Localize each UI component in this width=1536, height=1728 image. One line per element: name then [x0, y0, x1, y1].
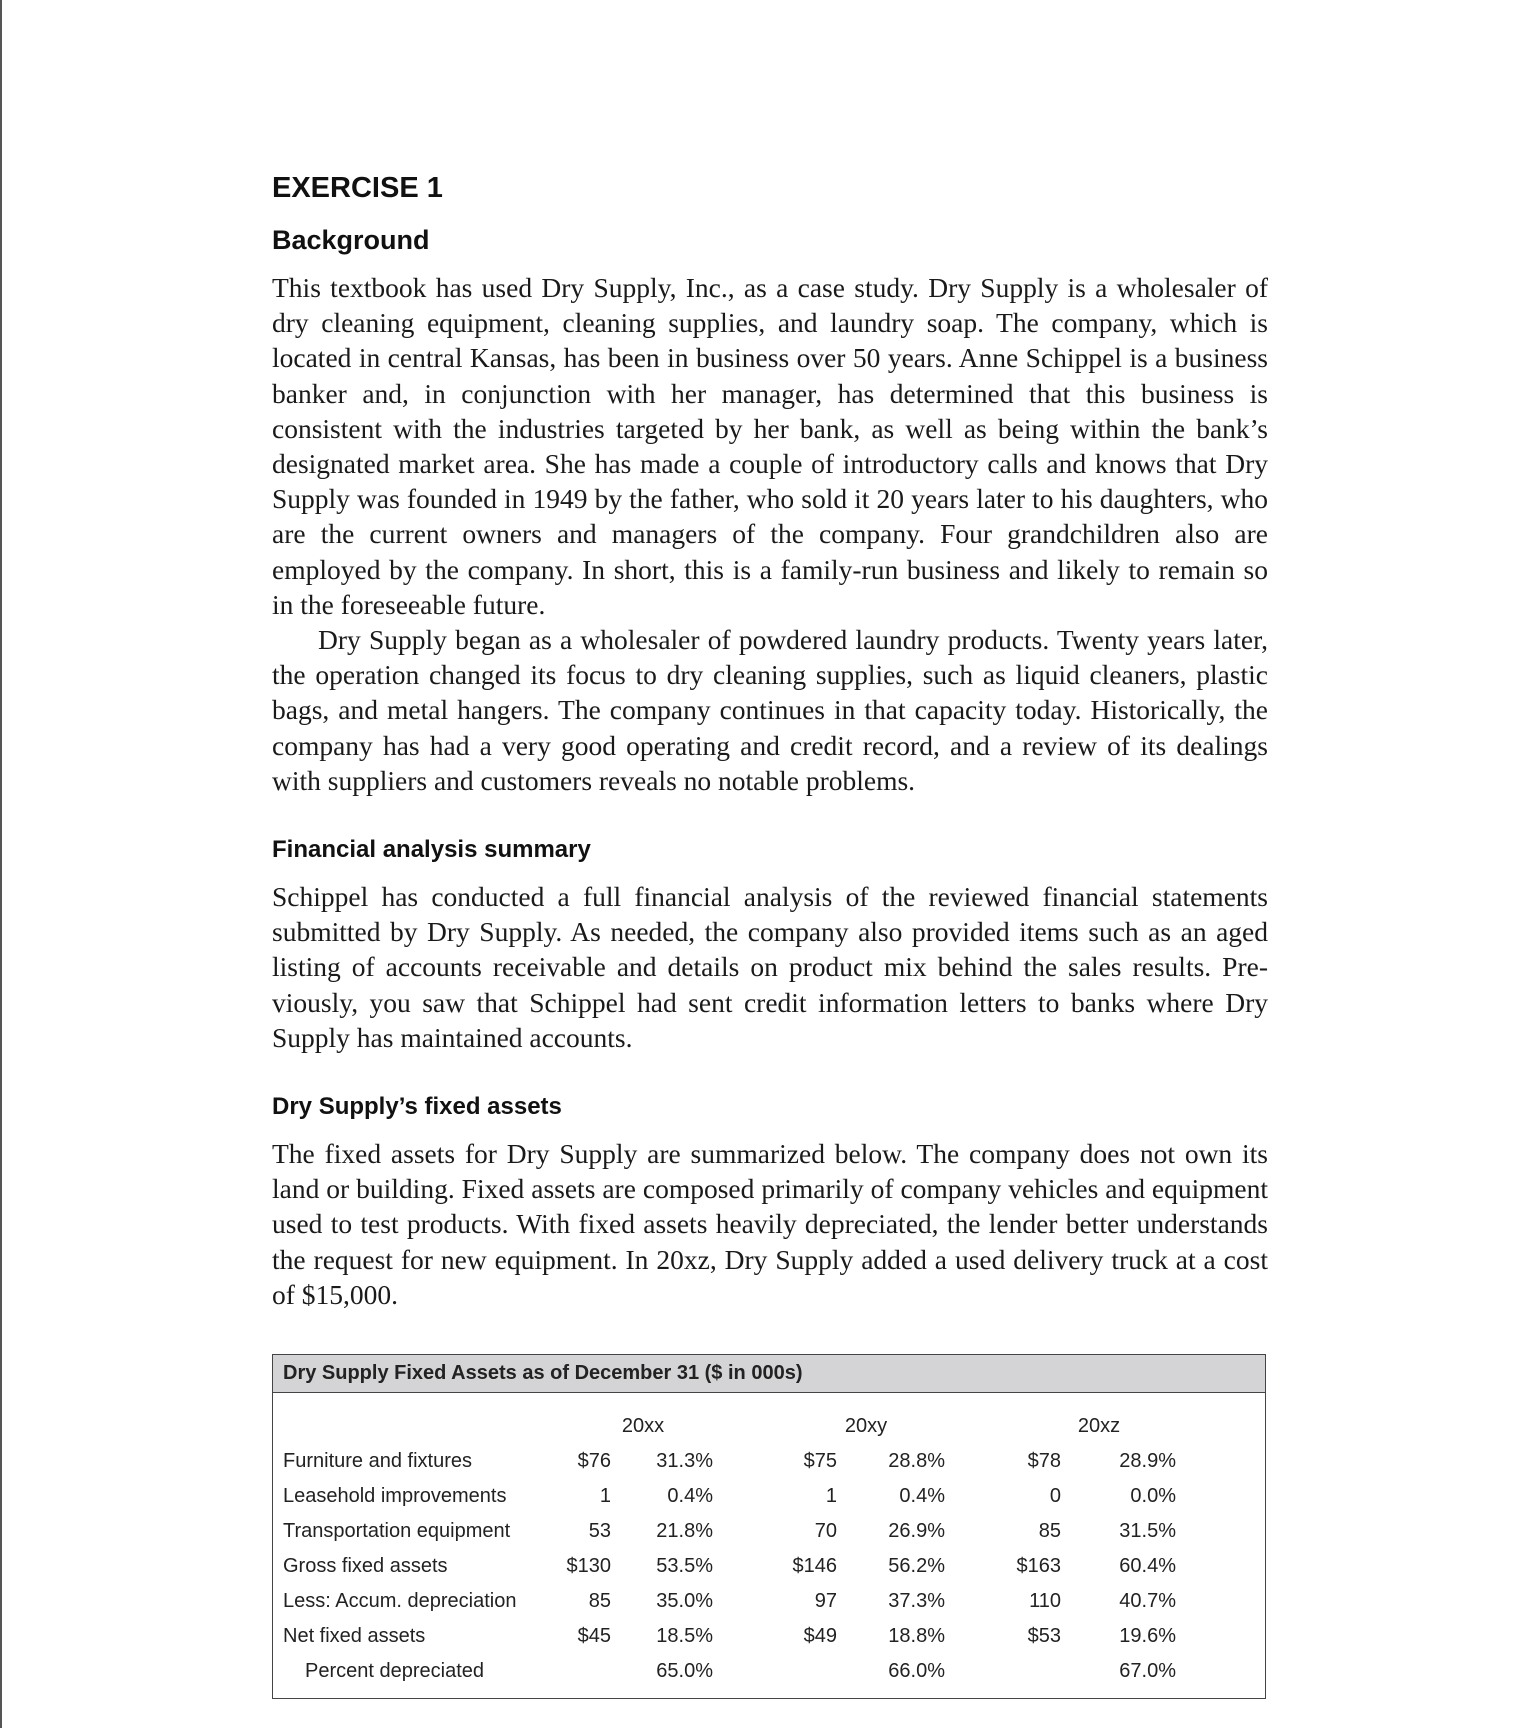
percent-cell: 66.0% [888, 1660, 945, 1683]
percent-cell: 40.7% [1119, 1590, 1176, 1613]
background-paragraph-2: Dry Supply began as a wholesaler of powdered laundry products. Twenty years later, the operation changed its focus to dry cleaning supplies, such as liquid cleaners, plastic bags, and metal hangers. The company continues in that capacity today. Historically, the company has had a very good operating and credit record, and a review of its dealings with suppliers and customers reveals no notable problems. [272, 624, 1268, 796]
percent-cell: 28.8% [888, 1450, 945, 1473]
table-row [273, 1656, 1265, 1686]
percent-cell: 0.0% [1130, 1485, 1176, 1508]
percent-cell: 26.9% [888, 1520, 945, 1543]
table-row [273, 1551, 1265, 1581]
value-cell: 85 [1038, 1520, 1061, 1543]
document-page [272, 170, 1268, 1699]
table-row [273, 1586, 1265, 1616]
value-cell: 53 [588, 1520, 611, 1543]
background-heading: Background [272, 225, 430, 255]
table-year-header-row [273, 1411, 1265, 1441]
value-cell: $163 [1016, 1555, 1061, 1578]
year-header: 20xx [621, 1415, 665, 1438]
percent-cell: 67.0% [1119, 1660, 1176, 1683]
percent-cell: 56.2% [888, 1555, 945, 1578]
row-label: Furniture and fixtures [283, 1450, 472, 1473]
value-cell: $76 [577, 1450, 611, 1473]
fixed-assets-heading: Dry Supply’s fixed assets [272, 1093, 562, 1121]
value-cell: 97 [814, 1590, 837, 1613]
financial-summary-heading: Financial analysis summary [272, 836, 591, 864]
row-label: Less: Accum. depreciation [283, 1590, 517, 1613]
percent-cell: 53.5% [656, 1555, 713, 1578]
percent-cell: 0.4% [667, 1485, 713, 1508]
percent-cell: 60.4% [1119, 1555, 1176, 1578]
row-label: Gross fixed assets [283, 1555, 448, 1578]
percent-cell: 65.0% [656, 1660, 713, 1683]
value-cell: $49 [803, 1625, 837, 1648]
percent-cell: 18.5% [656, 1625, 713, 1648]
table-row [273, 1516, 1265, 1546]
financial-summary-paragraph: Schippel has conducted a full financial analysis of the reviewed financial statements submitted by Dry Supply. As needed, the company also provided items such as an aged listing of accounts receivable and details on product mix behind the sales results. Previously, you saw that Schippel had sent credit information letters to banks where Dry Supply has maintained accounts. [272, 881, 1268, 1053]
percent-cell: 31.3% [656, 1450, 713, 1473]
row-label: Net fixed assets [283, 1625, 426, 1648]
percent-cell: 31.5% [1119, 1520, 1176, 1543]
page-left-border [0, 0, 2, 1728]
row-label: Transportation equipment [283, 1520, 511, 1543]
background-paragraph-1: This textbook has used Dry Supply, Inc., as a case study. Dry Supply is a wholesaler of dry cleaning equipment, cleaning supplies, and laundry soap. The company, which is located in central Kansas, has been in business over 50 years. Anne Schippel is a business banker and, in conjunction with her manager, has determined that this business is consistent with the industries targeted by her bank, as well as being within the bank’s designated market area. She has made a couple of introductory calls and knows that Dry Supply was founded in 1949 by the father, who sold it 20 years later to his daughters, who are the current owners and managers of the company. Four grandchildren also are employed by the company. In short, this is a family-run business and likely to remain so in the foreseeable future. [272, 272, 1268, 620]
fixed-assets-paragraph: The fixed assets for Dry Supply are summarized below. The company does not own its land or building. Fixed assets are composed primarily of company vehicles and equipment used to test products. With fixed assets heavily depreciated, the lender better understands the request for new equipment. In 20xz, Dry Supply added a used delivery truck at a cost of $15,000. [272, 1138, 1268, 1310]
percent-cell: 37.3% [888, 1590, 945, 1613]
value-cell: 1 [599, 1485, 611, 1508]
value-cell: $53 [1027, 1625, 1061, 1648]
percent-cell: 18.8% [888, 1625, 945, 1648]
percent-cell: 0.4% [899, 1485, 945, 1508]
value-cell: $130 [566, 1555, 611, 1578]
table-row [273, 1621, 1265, 1651]
percent-cell: 19.6% [1119, 1625, 1176, 1648]
row-label: Percent depreciated [305, 1660, 485, 1683]
table-grid [273, 1393, 1265, 1698]
value-cell: $75 [803, 1450, 837, 1473]
value-cell: $146 [792, 1555, 837, 1578]
year-header: 20xy [844, 1415, 888, 1438]
year-header: 20xz [1077, 1415, 1121, 1438]
percent-cell: 21.8% [656, 1520, 713, 1543]
value-cell: $45 [577, 1625, 611, 1648]
exercise-title: EXERCISE 1 [272, 172, 443, 204]
row-label: Leasehold improvements [283, 1485, 507, 1508]
fixed-assets-table [272, 1354, 1266, 1699]
table-title: Dry Supply Fixed Assets as of December 31 ($ in 000s) [273, 1355, 1265, 1393]
percent-cell: 35.0% [656, 1590, 713, 1613]
value-cell: $78 [1027, 1450, 1061, 1473]
value-cell: 70 [814, 1520, 837, 1543]
value-cell: 110 [1029, 1590, 1061, 1613]
table-row [273, 1446, 1265, 1476]
value-cell: 1 [825, 1485, 837, 1508]
percent-cell: 28.9% [1119, 1450, 1176, 1473]
table-row [273, 1481, 1265, 1511]
value-cell: 85 [588, 1590, 611, 1613]
value-cell: 0 [1049, 1485, 1061, 1508]
